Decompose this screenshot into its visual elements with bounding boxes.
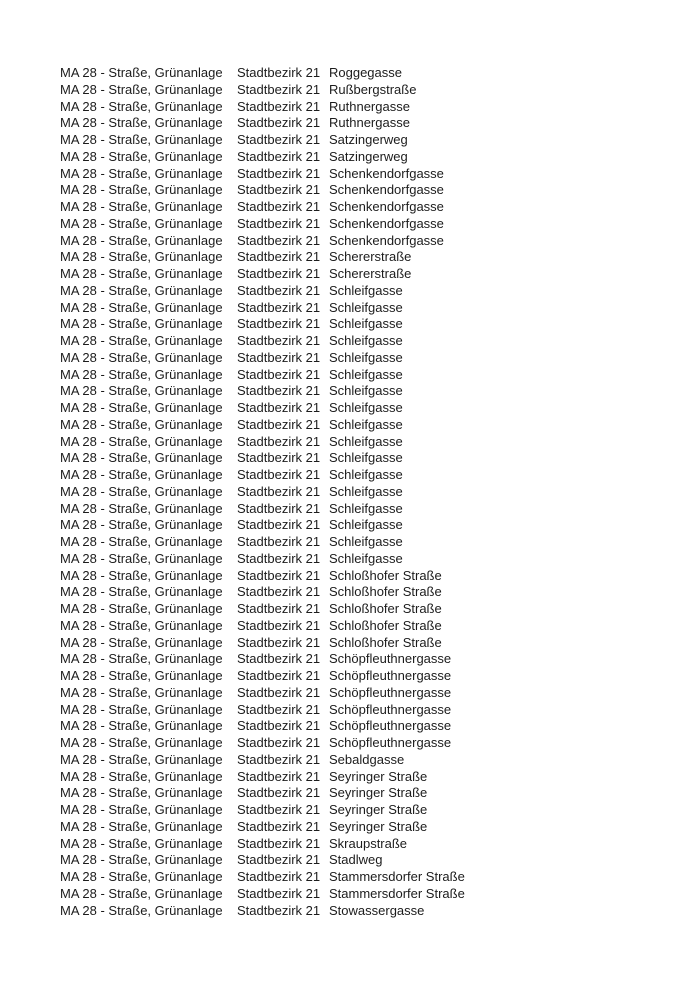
department-cell: MA 28 - Straße, Grünanlage — [60, 366, 223, 382]
district-cell: Stadtbezirk 21 — [237, 751, 321, 767]
table-row — [60, 534, 465, 551]
table-row — [60, 551, 465, 568]
department-cell: MA 28 - Straße, Grünanlage — [60, 199, 223, 214]
street-cell: Rußbergstraße — [329, 81, 417, 97]
district-cell: Stadtbezirk 21 — [237, 215, 321, 231]
street-table — [60, 65, 465, 919]
department-cell: MA 28 - Straße, Grünanlage — [60, 383, 223, 399]
table-row — [60, 836, 465, 853]
table-row — [60, 819, 465, 836]
table-row — [60, 601, 465, 618]
table-row — [60, 668, 465, 685]
district-cell: Stadtbezirk 21 — [237, 869, 321, 884]
table-row — [60, 333, 465, 350]
table-row — [60, 199, 465, 216]
street-cell: Stadlweg — [329, 852, 383, 868]
table-row — [60, 852, 465, 869]
table-row — [60, 735, 465, 752]
district-cell: Stadtbezirk 21 — [237, 668, 321, 683]
department-cell: MA 28 - Straße, Grünanlage — [60, 601, 223, 616]
department-cell: MA 28 - Straße, Grünanlage — [60, 483, 223, 499]
table-row — [60, 752, 465, 769]
department-cell: MA 28 - Straße, Grünanlage — [60, 869, 223, 884]
table-row — [60, 685, 465, 702]
department-cell: MA 28 - Straße, Grünanlage — [60, 81, 223, 97]
department-cell: MA 28 - Straße, Grünanlage — [60, 634, 223, 650]
street-cell: Schererstraße — [329, 249, 412, 265]
department-cell: MA 28 - Straße, Grünanlage — [60, 165, 223, 181]
table-row — [60, 216, 465, 233]
street-cell: Schleifgasse — [329, 383, 403, 399]
department-cell: MA 28 - Straße, Grünanlage — [60, 902, 223, 918]
district-cell: Stadtbezirk 21 — [237, 400, 321, 415]
street-cell: Roggegasse — [329, 65, 402, 80]
department-cell: MA 28 - Straße, Grünanlage — [60, 668, 223, 683]
district-cell: Stadtbezirk 21 — [237, 366, 321, 382]
district-cell: Stadtbezirk 21 — [237, 718, 321, 734]
department-cell: MA 28 - Straße, Grünanlage — [60, 802, 223, 817]
street-cell: Schleifgasse — [329, 534, 403, 549]
district-cell: Stadtbezirk 21 — [237, 852, 321, 868]
street-cell: Skraupstraße — [329, 835, 408, 851]
table-row — [60, 266, 465, 283]
department-cell: MA 28 - Straße, Grünanlage — [60, 249, 223, 265]
street-cell: Schleifgasse — [329, 366, 403, 382]
department-cell: MA 28 - Straße, Grünanlage — [60, 98, 223, 114]
department-cell: MA 28 - Straße, Grünanlage — [60, 785, 223, 801]
district-cell: Stadtbezirk 21 — [237, 735, 321, 750]
street-cell: Ruthnergasse — [329, 115, 410, 131]
street-cell: Schleifgasse — [329, 517, 403, 533]
street-cell: Ruthnergasse — [329, 98, 410, 114]
department-cell: MA 28 - Straße, Grünanlage — [60, 517, 223, 533]
table-row — [60, 869, 465, 886]
department-cell: MA 28 - Straße, Grünanlage — [60, 852, 223, 868]
street-cell: Schererstraße — [329, 266, 412, 281]
district-cell: Stadtbezirk 21 — [237, 634, 321, 650]
table-row — [60, 467, 465, 484]
district-cell: Stadtbezirk 21 — [237, 182, 321, 198]
department-cell: MA 28 - Straße, Grünanlage — [60, 835, 223, 851]
department-cell: MA 28 - Straße, Grünanlage — [60, 433, 223, 449]
street-cell: Seyringer Straße — [329, 785, 428, 801]
district-cell: Stadtbezirk 21 — [237, 500, 321, 516]
table-row — [60, 300, 465, 317]
table-row — [60, 702, 465, 719]
street-cell: Schöpfleuthnergasse — [329, 735, 452, 750]
table-row — [60, 249, 465, 266]
department-cell: MA 28 - Straße, Grünanlage — [60, 182, 223, 198]
table-row — [60, 233, 465, 250]
street-cell: Schleifgasse — [329, 433, 403, 449]
street-cell: Schleifgasse — [329, 400, 403, 415]
table-row — [60, 434, 465, 451]
district-cell: Stadtbezirk 21 — [237, 333, 321, 348]
department-cell: MA 28 - Straße, Grünanlage — [60, 299, 223, 315]
district-cell: Stadtbezirk 21 — [237, 567, 321, 583]
street-cell: Schleifgasse — [329, 467, 403, 482]
district-cell: Stadtbezirk 21 — [237, 617, 321, 633]
table-row — [60, 618, 465, 635]
table-row — [60, 785, 465, 802]
district-cell: Stadtbezirk 21 — [237, 383, 321, 399]
department-cell: MA 28 - Straße, Grünanlage — [60, 651, 223, 667]
department-cell: MA 28 - Straße, Grünanlage — [60, 115, 223, 131]
street-cell: Schöpfleuthnergasse — [329, 684, 452, 700]
department-cell: MA 28 - Straße, Grünanlage — [60, 232, 223, 248]
table-row — [60, 584, 465, 601]
department-cell: MA 28 - Straße, Grünanlage — [60, 282, 223, 298]
street-cell: Schloßhofer Straße — [329, 601, 442, 616]
district-cell: Stadtbezirk 21 — [237, 65, 321, 80]
department-cell: MA 28 - Straße, Grünanlage — [60, 617, 223, 633]
table-row — [60, 802, 465, 819]
street-cell: Schöpfleuthnergasse — [329, 651, 452, 667]
district-cell: Stadtbezirk 21 — [237, 165, 321, 181]
street-cell: Schloßhofer Straße — [329, 617, 442, 633]
department-cell: MA 28 - Straße, Grünanlage — [60, 266, 223, 281]
department-cell: MA 28 - Straße, Grünanlage — [60, 215, 223, 231]
table-row — [60, 568, 465, 585]
table-row — [60, 769, 465, 786]
district-cell: Stadtbezirk 21 — [237, 601, 321, 616]
district-cell: Stadtbezirk 21 — [237, 349, 321, 365]
street-cell: Seyringer Straße — [329, 818, 428, 834]
department-cell: MA 28 - Straße, Grünanlage — [60, 316, 223, 332]
street-cell: Schleifgasse — [329, 500, 403, 516]
district-cell: Stadtbezirk 21 — [237, 885, 321, 901]
department-cell: MA 28 - Straße, Grünanlage — [60, 400, 223, 415]
table-row — [60, 65, 465, 82]
department-cell: MA 28 - Straße, Grünanlage — [60, 735, 223, 750]
table-row — [60, 484, 465, 501]
street-cell: Schenkendorfgasse — [329, 232, 444, 248]
street-cell: Satzingerweg — [329, 132, 408, 147]
street-cell: Schenkendorfgasse — [329, 199, 444, 214]
street-cell: Seyringer Straße — [329, 768, 428, 784]
street-cell: Schleifgasse — [329, 333, 403, 348]
district-cell: Stadtbezirk 21 — [237, 81, 321, 97]
street-cell: Schleifgasse — [329, 483, 403, 499]
department-cell: MA 28 - Straße, Grünanlage — [60, 885, 223, 901]
street-cell: Schleifgasse — [329, 299, 403, 315]
department-cell: MA 28 - Straße, Grünanlage — [60, 450, 223, 466]
table-row — [60, 718, 465, 735]
street-cell: Schloßhofer Straße — [329, 567, 442, 583]
table-row — [60, 367, 465, 384]
department-cell: MA 28 - Straße, Grünanlage — [60, 349, 223, 365]
table-row — [60, 886, 465, 903]
department-cell: MA 28 - Straße, Grünanlage — [60, 751, 223, 767]
table-row — [60, 115, 465, 132]
district-cell: Stadtbezirk 21 — [237, 299, 321, 315]
table-row — [60, 517, 465, 534]
district-cell: Stadtbezirk 21 — [237, 266, 321, 281]
district-cell: Stadtbezirk 21 — [237, 249, 321, 265]
street-cell: Schöpfleuthnergasse — [329, 718, 452, 734]
district-cell: Stadtbezirk 21 — [237, 232, 321, 248]
district-cell: Stadtbezirk 21 — [237, 802, 321, 817]
district-cell: Stadtbezirk 21 — [237, 517, 321, 533]
table-row — [60, 350, 465, 367]
street-cell: Schleifgasse — [329, 349, 403, 365]
table-row — [60, 283, 465, 300]
district-cell: Stadtbezirk 21 — [237, 115, 321, 131]
street-cell: Schleifgasse — [329, 316, 403, 332]
table-row — [60, 99, 465, 116]
table-row — [60, 383, 465, 400]
street-cell: Schleifgasse — [329, 450, 403, 466]
street-cell: Schenkendorfgasse — [329, 215, 444, 231]
district-cell: Stadtbezirk 21 — [237, 902, 321, 918]
street-cell: Schöpfleuthnergasse — [329, 668, 452, 683]
district-cell: Stadtbezirk 21 — [237, 433, 321, 449]
district-cell: Stadtbezirk 21 — [237, 818, 321, 834]
district-cell: Stadtbezirk 21 — [237, 467, 321, 482]
street-cell: Satzingerweg — [329, 148, 408, 164]
district-cell: Stadtbezirk 21 — [237, 785, 321, 801]
table-row — [60, 903, 465, 920]
department-cell: MA 28 - Straße, Grünanlage — [60, 500, 223, 516]
district-cell: Stadtbezirk 21 — [237, 684, 321, 700]
street-cell: Stammersdorfer Straße — [329, 869, 465, 884]
department-cell: MA 28 - Straße, Grünanlage — [60, 684, 223, 700]
department-cell: MA 28 - Straße, Grünanlage — [60, 416, 223, 432]
department-cell: MA 28 - Straße, Grünanlage — [60, 701, 223, 717]
table-row — [60, 82, 465, 99]
district-cell: Stadtbezirk 21 — [237, 701, 321, 717]
table-row — [60, 316, 465, 333]
department-cell: MA 28 - Straße, Grünanlage — [60, 65, 223, 80]
department-cell: MA 28 - Straße, Grünanlage — [60, 584, 223, 600]
street-cell: Sebaldgasse — [329, 751, 405, 767]
department-cell: MA 28 - Straße, Grünanlage — [60, 132, 223, 147]
table-row — [60, 149, 465, 166]
district-cell: Stadtbezirk 21 — [237, 651, 321, 667]
district-cell: Stadtbezirk 21 — [237, 148, 321, 164]
district-cell: Stadtbezirk 21 — [237, 768, 321, 784]
district-cell: Stadtbezirk 21 — [237, 98, 321, 114]
department-cell: MA 28 - Straße, Grünanlage — [60, 550, 223, 566]
table-row — [60, 132, 465, 149]
department-cell: MA 28 - Straße, Grünanlage — [60, 818, 223, 834]
district-cell: Stadtbezirk 21 — [237, 450, 321, 466]
street-cell: Schenkendorfgasse — [329, 182, 444, 198]
table-row — [60, 635, 465, 652]
department-cell: MA 28 - Straße, Grünanlage — [60, 467, 223, 482]
district-cell: Stadtbezirk 21 — [237, 282, 321, 298]
table-row — [60, 166, 465, 183]
table-row — [60, 651, 465, 668]
street-cell: Stowassergasse — [329, 902, 425, 918]
street-cell: Seyringer Straße — [329, 802, 428, 817]
district-cell: Stadtbezirk 21 — [237, 835, 321, 851]
department-cell: MA 28 - Straße, Grünanlage — [60, 768, 223, 784]
table-row — [60, 450, 465, 467]
district-cell: Stadtbezirk 21 — [237, 534, 321, 549]
district-cell: Stadtbezirk 21 — [237, 584, 321, 600]
table-row — [60, 182, 465, 199]
street-cell: Stammersdorfer Straße — [329, 885, 465, 901]
street-cell: Schleifgasse — [329, 282, 403, 298]
street-cell: Schloßhofer Straße — [329, 584, 442, 600]
department-cell: MA 28 - Straße, Grünanlage — [60, 333, 223, 348]
district-cell: Stadtbezirk 21 — [237, 199, 321, 214]
department-cell: MA 28 - Straße, Grünanlage — [60, 534, 223, 549]
street-cell: Schöpfleuthnergasse — [329, 701, 452, 717]
district-cell: Stadtbezirk 21 — [237, 132, 321, 147]
table-row — [60, 417, 465, 434]
street-cell: Schleifgasse — [329, 550, 403, 566]
street-cell: Schenkendorfgasse — [329, 165, 444, 181]
department-cell: MA 28 - Straße, Grünanlage — [60, 567, 223, 583]
department-cell: MA 28 - Straße, Grünanlage — [60, 148, 223, 164]
table-row — [60, 400, 465, 417]
district-cell: Stadtbezirk 21 — [237, 416, 321, 432]
department-cell: MA 28 - Straße, Grünanlage — [60, 718, 223, 734]
district-cell: Stadtbezirk 21 — [237, 483, 321, 499]
street-cell: Schloßhofer Straße — [329, 634, 442, 650]
table-row — [60, 501, 465, 518]
district-cell: Stadtbezirk 21 — [237, 550, 321, 566]
street-cell: Schleifgasse — [329, 416, 403, 432]
district-cell: Stadtbezirk 21 — [237, 316, 321, 332]
